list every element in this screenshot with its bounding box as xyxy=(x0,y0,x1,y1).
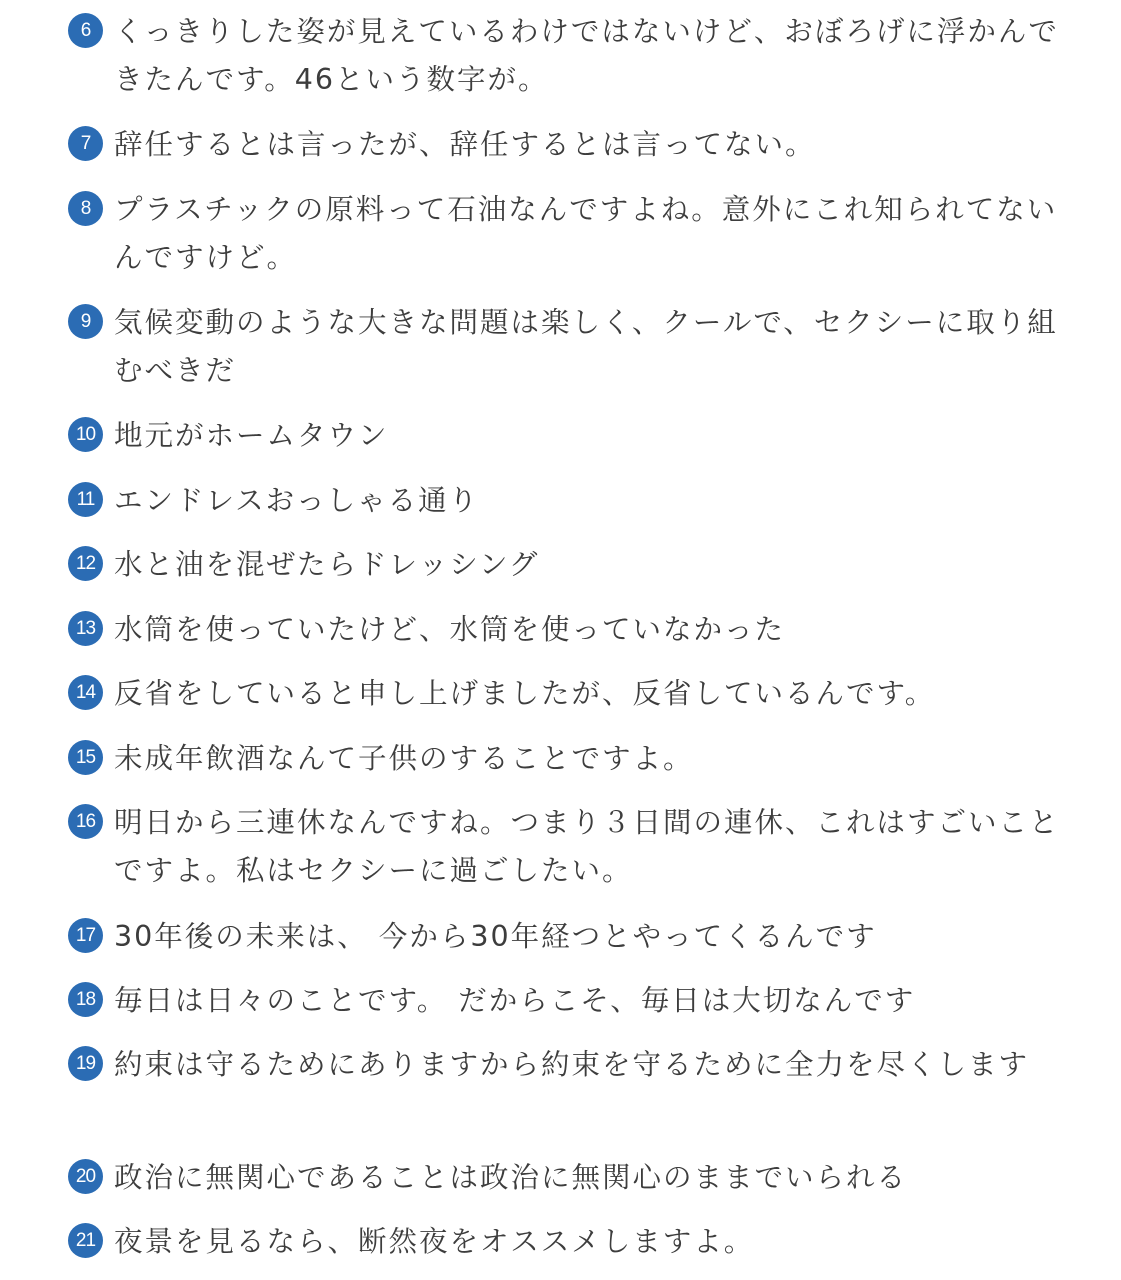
item-text: 未成年飲酒なんて子供のすることですよ。 xyxy=(114,742,694,775)
item-text: 水と油を混ぜたらドレッシング xyxy=(114,548,540,581)
number-badge: 14 xyxy=(68,675,103,710)
number-badge: 15 xyxy=(68,740,103,775)
number-badge: 11 xyxy=(68,482,103,517)
item-text: 地元がホームタウン xyxy=(114,419,389,452)
item-text: プラスチックの原料って石油なんですよね。意外にこれ知られてないんですけど。 xyxy=(114,193,1058,274)
number-badge: 8 xyxy=(68,191,103,226)
item-text: くっきりした姿が見えているわけではないけど、おぼろげに浮かんできたんです。46という数字が。 xyxy=(114,15,1059,96)
number-badge: 21 xyxy=(68,1223,103,1258)
number-badge: 7 xyxy=(68,126,103,161)
item-text: 明日から三連休なんですね。つまり３日間の連休、これはすごいことですよ。私はセクシーに過ごしたい。 xyxy=(114,806,1060,887)
number-badge: 16 xyxy=(68,804,103,839)
number-badge: 20 xyxy=(68,1159,103,1194)
number-badge: 13 xyxy=(68,611,103,646)
item-text: 気候変動のような大きな問題は楽しく、クールで、セクシーに取り組むべきだ xyxy=(114,306,1058,387)
item-text: 毎日は日々のことです。 だからこそ、毎日は大切なんです xyxy=(114,984,916,1017)
number-badge: 17 xyxy=(68,918,103,953)
number-badge: 9 xyxy=(68,304,103,339)
item-text: 反省をしていると申し上げましたが、反省しているんです。 xyxy=(114,677,936,710)
item-text: エンドレスおっしゃる通り xyxy=(114,484,480,517)
number-badge: 19 xyxy=(68,1046,103,1081)
item-text: 夜景を見るなら、断然夜をオススメしますよ。 xyxy=(114,1225,755,1258)
item-text: 約束は守るためにありますから約束を守るために全力を尽くします xyxy=(114,1048,1030,1081)
number-badge: 12 xyxy=(68,546,103,581)
number-badge: 10 xyxy=(68,417,103,452)
item-text: 水筒を使っていたけど、水筒を使っていなかった xyxy=(114,613,786,646)
item-text: 政治に無関心であることは政治に無関心のままでいられる xyxy=(114,1161,908,1194)
item-text: 30年後の未来は、 今から30年経つとやってくるんです xyxy=(114,920,877,953)
number-badge: 18 xyxy=(68,982,103,1017)
number-badge: 6 xyxy=(68,13,103,48)
item-text: 辞任するとは言ったが、辞任するとは言ってない。 xyxy=(114,128,816,161)
